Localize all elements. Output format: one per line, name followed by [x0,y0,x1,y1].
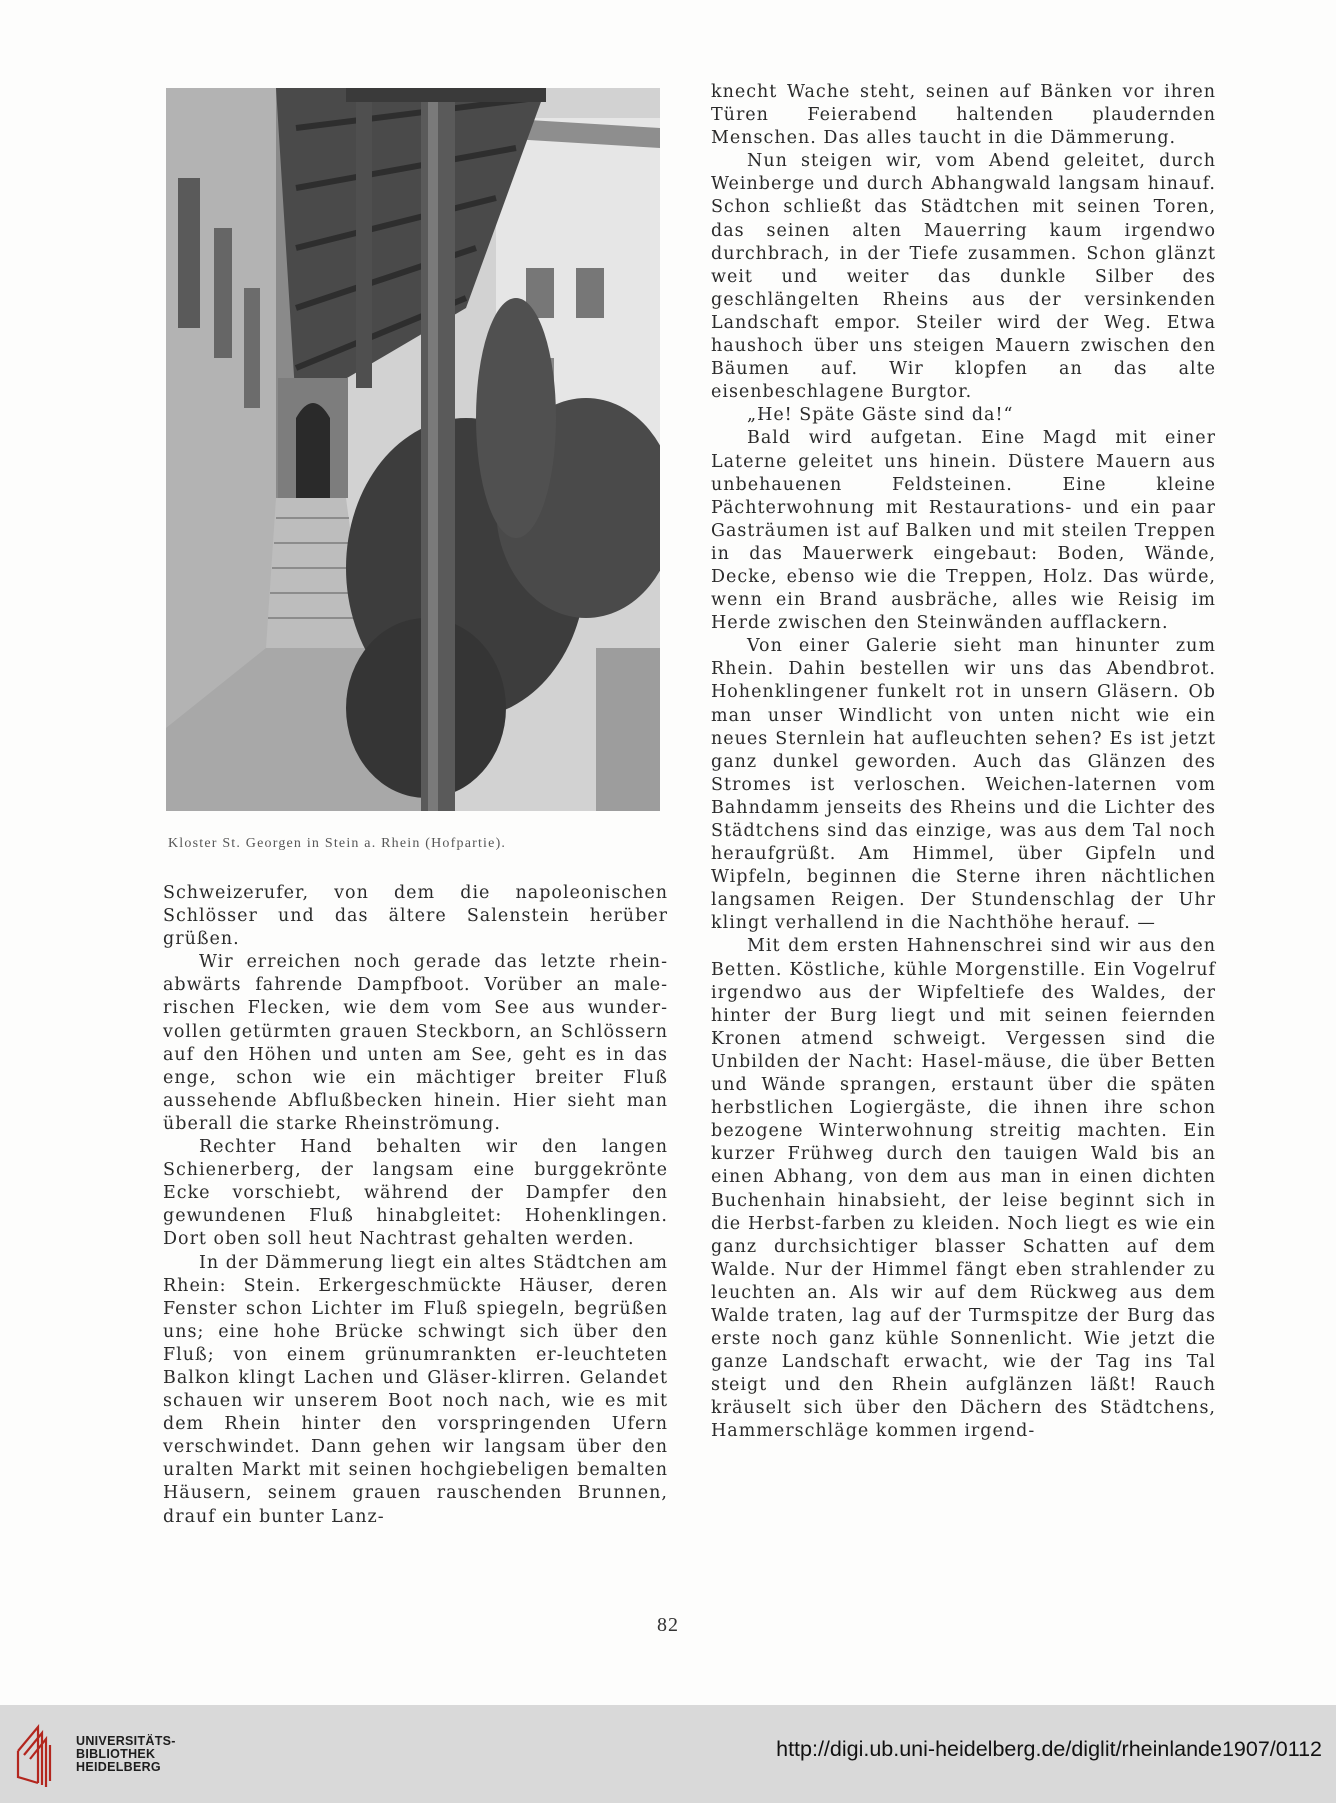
paragraph: knecht Wache steht, seinen auf Bänken vor ihren Türen Feierabend haltenden plaudernden Menschen. Das alles taucht in die Dämmerung. [711,82,1216,149]
paragraph: Von einer Galerie sieht man hinunter zum Rhein. Dahin bestellen wir uns das Abendbrot. Hohenklingener funkelt rot in unsern Gläsern. Ob man unser Windlicht von unten nicht wie ein neues Sternlein hat aufleuchten sehen? Es ist jetzt ganz dunkel geworden. Auch das Glänzen des Stromes ist verloschen. Weichen-laternen vom Bahndamm jenseits des Rheins und die Lichter des Städtchens sind das einzige, was aus dem Tal noch heraufgrüßt. Am Himmel, über Gipfeln und Wipfeln, beginnen die Sterne ihren nächtlichen langsamen Reigen. Der Stundenschlag der Uhr klingt verhallend in die Nachthöhe herauf. — [711,636,1216,934]
paragraph: Rechter Hand behalten wir den langen Schienerberg, der langsam eine burggekrönte Ecke vorschiebt, während der Dampfer den gewundenen Fluß hinabgleitet: Hohenklingen. Dort oben soll heut Nachtrast gehalten werden. [163,1137,668,1250]
source-url-link[interactable]: http://digi.ub.uni-heidelberg.de/diglit/rheinlande1907/0112 [776,1737,1322,1761]
paragraph: Wir erreichen noch gerade das letzte rhein-abwärts fahrende Dampfboot. Vorüber an male-rischen Flecken, wie dem vom See aus wunder-vollen getürmten grauen Steckborn, an Schlössern auf den Höhen und unten am See, geht es in das enge, schon wie ein mächtiger breiter Fluß aussehende Abflußbecken hinein. Hier sieht man überall die starke Rheinströmung. [163,952,668,1134]
right-text-column [711,81,1216,1444]
paragraph: Mit dem ersten Hahnenschrei sind wir aus den Betten. Köstliche, kühle Morgenstille. Ein Vogelruf irgendwo aus der Wipfeltiefe des Waldes, der hinter der Burg liegt und mit seinen feiernden Kronen atmend schweigt. Vergessen sind die Unbilden der Nacht: Hasel-mäuse, die über Betten und Wände sprangen, erstaunt über die späten herbstlichen Logiergäste, die ihnen ihre schon bezogene Winterwohnung streitig machten. Ein kurzer Frühweg durch den tauigen Wald bis an einen Abhang, von dem aus man in einen dichten Buchenhain hinabsieht, der leise beginnt sich in die Herbst-farben zu kleiden. Noch liegt es wie ein ganz durchsichtiger blasser Schatten auf dem Walde. Nur der Himmel fängt eben strahlender zu leuchten an. Als wir auf dem Rückweg aus dem Walde traten, lag auf der Turmspitze der Burg das erste noch ganz kühle Sonnenlicht. Wie jetzt die ganze Landschaft erwacht, wie der Tag ins Tal steigt und den Rhein aufglänzen läßt! Rauch kräuselt sich über den Dächern des Städtchens, Hammerschläge kommen irgend- [711,936,1216,1442]
cloister-illustration [166,88,660,811]
library-footer [0,1705,1336,1803]
library-name-line: HEIDELBERG [76,1760,161,1774]
paragraph: In der Dämmerung liegt ein altes Städtchen am Rhein: Stein. Erkergeschmückte Häuser, deren Fenster schon Lichter im Fluß spiegeln, begrüßen uns; eine hohe Brücke schwingt sich über den Fluß; von einem grünumrankten er-leuchteten Balkon klingt Lachen und Gläser-klirren. Gelandet schauen wir unserem Boot noch nach, wie es mit dem Rhein hinter den vorspringenden Ufern verschwindet. Dann gehen wir langsam über den uralten Markt mit seinen hochgiebeligen bemalten Häusern, seinem grauen rauschenden Brunnen, drauf ein bunter Lanz- [163,1252,668,1527]
library-logo-icon [14,1721,56,1789]
page-number: 82 [657,1614,679,1636]
library-name [76,1735,176,1774]
paragraph: Schweizerufer, von dem die napoleonischen Schlösser und das ältere Salenstein herüber grüßen. [163,883,668,950]
left-text-column [163,882,668,1529]
paragraph: Nun steigen wir, vom Abend geleitet, durch Weinberge und durch Abhangwald langsam hinauf. Schon schließt das Städtchen mit seinen Toren, das seinen alten Mauerring kaum irgendwo durchbrach, in der Tiefe zusammen. Schon glänzt weit und weiter das dunkle Silber des geschlängelten Rheins aus der versinkenden Landschaft empor. Steiler wird der Weg. Etwa haushoch über uns steigen Mauern zwischen den Bäumen auf. Wir klopfen an das alte eisenbeschlagene Burgtor. [711,151,1216,403]
library-name-line: UNIVERSITÄTS- [76,1734,176,1748]
library-name-line: BIBLIOTHEK [76,1747,156,1761]
paragraph: „He! Späte Gäste sind da!“ [747,405,1014,426]
figure-caption: Kloster St. Georgen in Stein a. Rhein (Hofpartie). [168,836,507,851]
paragraph: Bald wird aufgetan. Eine Magd mit einer Laterne geleitet uns hinein. Düstere Mauern aus unbehauenen Feldsteinen. Eine kleine Pächterwohnung mit Restaurations- und ein paar Gasträumen ist auf Balken und mit steilen Treppen in das Mauerwerk eingebaut: Boden, Wände, Decke, ebenso wie die Treppen, Holz. Das würde, wenn ein Brand ausbräche, alles wie Reisig im Herde zwischen den Steinwänden aufflackern. [711,428,1216,634]
photo-cloister-courtyard [166,88,660,811]
